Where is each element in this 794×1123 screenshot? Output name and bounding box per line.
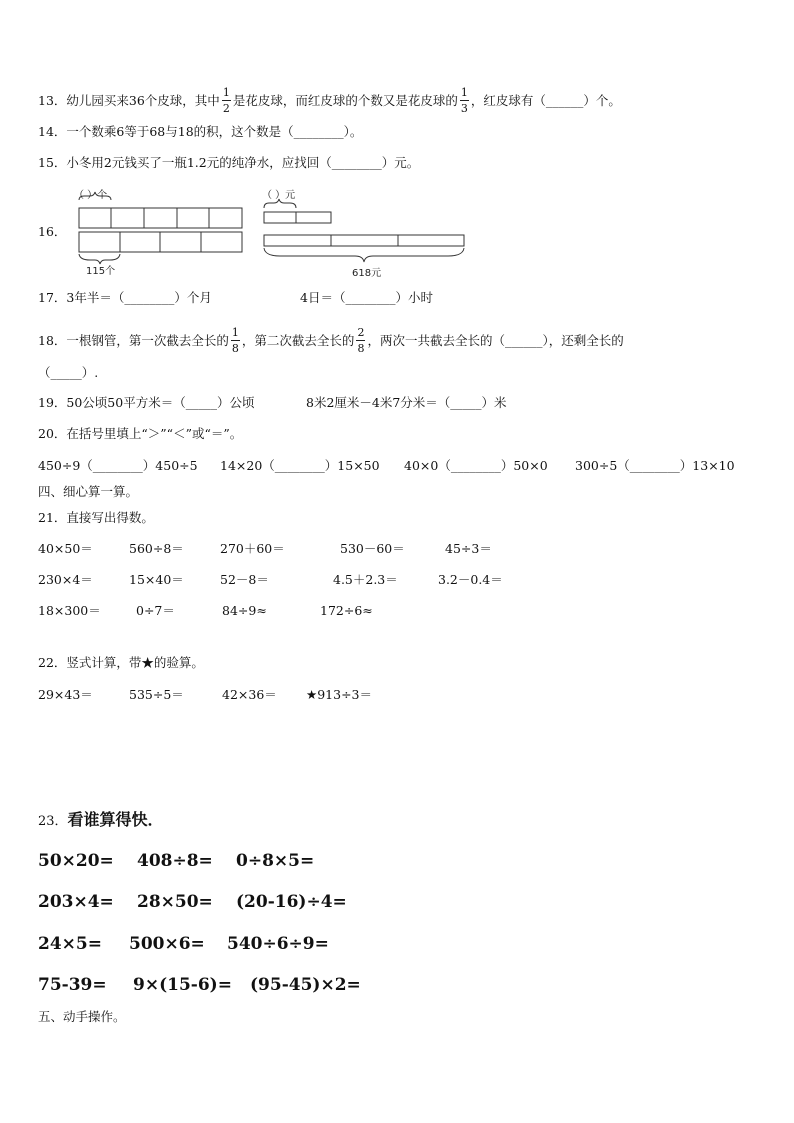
- question-text: 小冬用2元钱买了一瓶1.2元的纯净水，应找回（________）元。: [66, 155, 420, 170]
- mental-math-item: 0÷7＝: [136, 603, 175, 618]
- question-number: 20．: [38, 426, 67, 441]
- question-17-part-2: 4日＝（________）小时: [300, 290, 433, 305]
- quick-calc-item: 50×20=: [38, 851, 114, 871]
- question-17: [38, 292, 212, 305]
- fraction-denominator: 8: [231, 342, 239, 355]
- vertical-calc-item: ★913÷3＝: [306, 687, 372, 702]
- question-part-1: 50公顷50平方米＝（_____）公顷: [66, 395, 255, 410]
- mental-math-item: 18×300＝: [38, 603, 101, 618]
- quick-calc-item: 9×(15-6)=: [133, 975, 232, 995]
- quick-calc-item: 75-39=: [38, 975, 107, 995]
- mental-math-item: 530－60＝: [340, 541, 405, 556]
- question-title: 看谁算得快．: [67, 810, 164, 829]
- question-16-diagrams: [70, 184, 490, 284]
- mental-math-item: 560÷8＝: [129, 541, 184, 556]
- top-bar: [79, 208, 242, 228]
- question-18: [38, 328, 624, 355]
- question-part-1: 3年半＝（________）个月: [66, 290, 212, 305]
- compare-item: 450÷9（________）450÷5: [38, 458, 198, 473]
- question-number: 15．: [38, 155, 67, 170]
- question-text: 一个数乘6等于68与18的积，这个数是（________）。: [66, 124, 363, 139]
- brace: [79, 254, 120, 264]
- fraction-one-eighth: [231, 327, 240, 354]
- question-text: ，第二次截去全长的: [241, 333, 355, 348]
- fraction-denominator: 8: [357, 342, 365, 355]
- fraction-numerator: 2: [357, 326, 365, 339]
- question-15: [38, 157, 419, 170]
- section-4-heading: 四、细心算一算。: [38, 484, 139, 499]
- mental-math-item: 45÷3＝: [445, 541, 492, 556]
- left-bottom-label: 115个: [86, 266, 116, 277]
- question-text: ，红皮球有（______）个。: [470, 93, 621, 108]
- question-13: [38, 88, 621, 115]
- question-19-part-2: 8米2厘米－4米7分米＝（_____）米: [306, 395, 507, 410]
- question-number: 19．: [38, 395, 67, 410]
- question-number: 14．: [38, 124, 67, 139]
- mental-math-item: 230×4＝: [38, 572, 93, 587]
- question-number: 22．: [38, 655, 67, 670]
- section-5-heading: 五、动手操作。: [38, 1009, 126, 1024]
- quick-calc-item: (20-16)÷4=: [236, 892, 347, 912]
- vertical-calc-item: 42×36＝: [222, 687, 277, 702]
- question-text: 是花皮球，而红皮球的个数又是花皮球的: [232, 93, 458, 108]
- fraction-one-third: [460, 87, 469, 114]
- right-top-label: （ ）元: [262, 190, 296, 201]
- quick-calc-item: 0÷8×5=: [236, 851, 315, 871]
- question-text: ，两次一共截去全长的（______），还剩全长的: [367, 333, 624, 348]
- question-number: 13．: [38, 93, 67, 108]
- quick-calc-item: 28×50=: [137, 892, 213, 912]
- fraction-one-half: [222, 87, 231, 114]
- mental-math-item: 52－8＝: [220, 572, 269, 587]
- quick-calc-item: 500×6=: [129, 934, 205, 954]
- question-number: 17．: [38, 290, 67, 305]
- question-16-number: 16．: [38, 224, 67, 239]
- compare-item: 300÷5（________）13×10: [575, 458, 735, 473]
- question-number: 21．: [38, 510, 67, 525]
- compare-item: 14×20（________）15×50: [220, 458, 380, 473]
- right-bottom-label: 618元: [352, 268, 382, 279]
- question-21: [38, 512, 154, 525]
- vertical-calc-item: 535÷5＝: [129, 687, 184, 702]
- left-top-label: （ ）个: [74, 190, 108, 201]
- mental-math-item: 172÷6≈: [320, 603, 373, 618]
- question-18-continued: （_____）.: [38, 365, 99, 380]
- quick-calc-item: 24×5=: [38, 934, 102, 954]
- question-19: [38, 397, 254, 410]
- right-bar-diagram: [264, 199, 464, 262]
- vertical-calc-item: 29×43＝: [38, 687, 93, 702]
- question-14: [38, 126, 362, 139]
- fraction-denominator: 2: [222, 102, 230, 115]
- top-bar: [264, 212, 331, 223]
- fraction-numerator: 1: [231, 326, 239, 339]
- mental-math-item: 270＋60＝: [220, 541, 285, 556]
- mental-math-item: 15×40＝: [129, 572, 184, 587]
- mental-math-item: 40×50＝: [38, 541, 93, 556]
- question-number: 18．: [38, 333, 67, 348]
- question-number: 23．: [38, 814, 68, 829]
- fraction-numerator: 1: [460, 86, 468, 99]
- question-title: 直接写出得数。: [66, 510, 154, 525]
- fraction-numerator: 1: [222, 86, 230, 99]
- fraction-two-eighths: [356, 327, 365, 354]
- compare-item: 40×0（________）50×0: [404, 458, 548, 473]
- bottom-bar: [264, 235, 464, 246]
- quick-calc-item: 408÷8=: [137, 851, 213, 871]
- brace: [264, 248, 464, 262]
- mental-math-item: 4.5＋2.3＝: [333, 572, 398, 587]
- quick-calc-item: (95-45)×2=: [250, 975, 361, 995]
- question-22: [38, 657, 204, 670]
- question-23: [38, 812, 164, 828]
- quick-calc-item: 540÷6÷9=: [227, 934, 329, 954]
- mental-math-item: 84÷9≈: [222, 603, 267, 618]
- question-title: 在括号里填上“＞”“＜”或“＝”。: [66, 426, 243, 441]
- quick-calc-item: 203×4=: [38, 892, 114, 912]
- question-20: [38, 428, 242, 441]
- question-text: 一根钢管，第一次截去全长的: [66, 333, 229, 348]
- mental-math-item: 3.2－0.4＝: [438, 572, 503, 587]
- question-title: 竖式计算，带★的验算。: [66, 655, 204, 670]
- question-text: 幼儿园买来36个皮球，其中: [66, 93, 220, 108]
- left-bar-diagram: [79, 192, 242, 264]
- fraction-denominator: 3: [460, 102, 468, 115]
